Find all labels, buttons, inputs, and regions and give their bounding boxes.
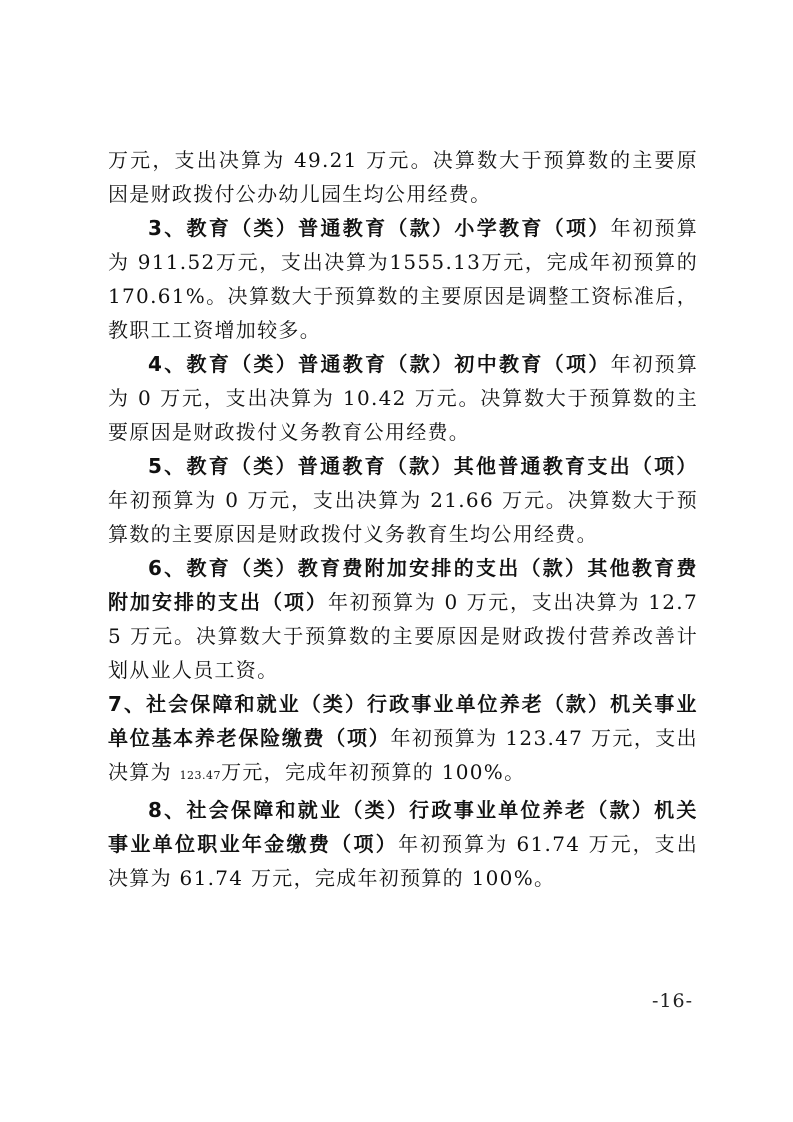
paragraph-item-5 (108, 449, 698, 551)
paragraph-text: 年初预算为 123.47 万元，支出决算为 (108, 726, 698, 784)
item-heading: 7、社会保障和就业（类）行政事业单位养老（款）机关事业单位基本养老保险缴费（项） (108, 692, 698, 750)
item-heading: 6、教育（类）教育费附加安排的支出（款）其他教育费附加安排的支出（项） (108, 556, 698, 614)
small-value: 123.47 (179, 769, 222, 782)
item-heading: 4、教育（类）普通教育（款）初中教育（项） (148, 352, 611, 376)
item-heading: 8、社会保障和就业（类）行政事业单位养老（款）机关事业单位职业年金缴费（项） (108, 798, 698, 856)
paragraph-item-4 (108, 347, 698, 449)
paragraph-text: 年初预算为 0 万元，支出决算为 21.66 万元。决算数大于预算数的主要原因是财政拨付义务教育生均公用经费。 (108, 488, 698, 546)
paragraph-text: 年初预算为 61.74 万元，支出决算为 61.74 万元，完成年初预算的 100%。 (108, 832, 698, 890)
paragraph-text: 万元，支出决算为 49.21 万元。决算数大于预算数的主要原因是财政拨付公办幼儿园生均公用经费。 (108, 148, 698, 206)
document-body (108, 143, 698, 895)
paragraph-text: 年初预算为 0 万元，支出决算为 12.75 万元。决算数大于预算数的主要原因是财政拨付营养改善计划从业人员工资。 (108, 590, 698, 682)
page-number: -16- (651, 990, 693, 1012)
item-heading: 5、教育（类）普通教育（款）其他普通教育支出（项） (148, 454, 698, 478)
paragraph-item-6 (108, 551, 698, 687)
item-heading: 3、教育（类）普通教育（款）小学教育（项） (148, 216, 611, 240)
paragraph-continuation (108, 143, 698, 211)
paragraph-item-7 (108, 687, 698, 793)
paragraph-text: 年初预算为 0 万元，支出决算为 10.42 万元。决算数大于预算数的主要原因是财政拨付义务教育公用经费。 (108, 352, 699, 444)
paragraph-item-3 (108, 211, 698, 347)
paragraph-text: 万元，完成年初预算的 100%。 (221, 760, 526, 784)
paragraph-item-8 (108, 793, 698, 895)
paragraph-text: 年初预算为 911.52万元，支出决算为1555.13万元，完成年初预算的170.61%。决算数大于预算数的主要原因是调整工资标准后，教职工工资增加较多。 (108, 216, 699, 342)
